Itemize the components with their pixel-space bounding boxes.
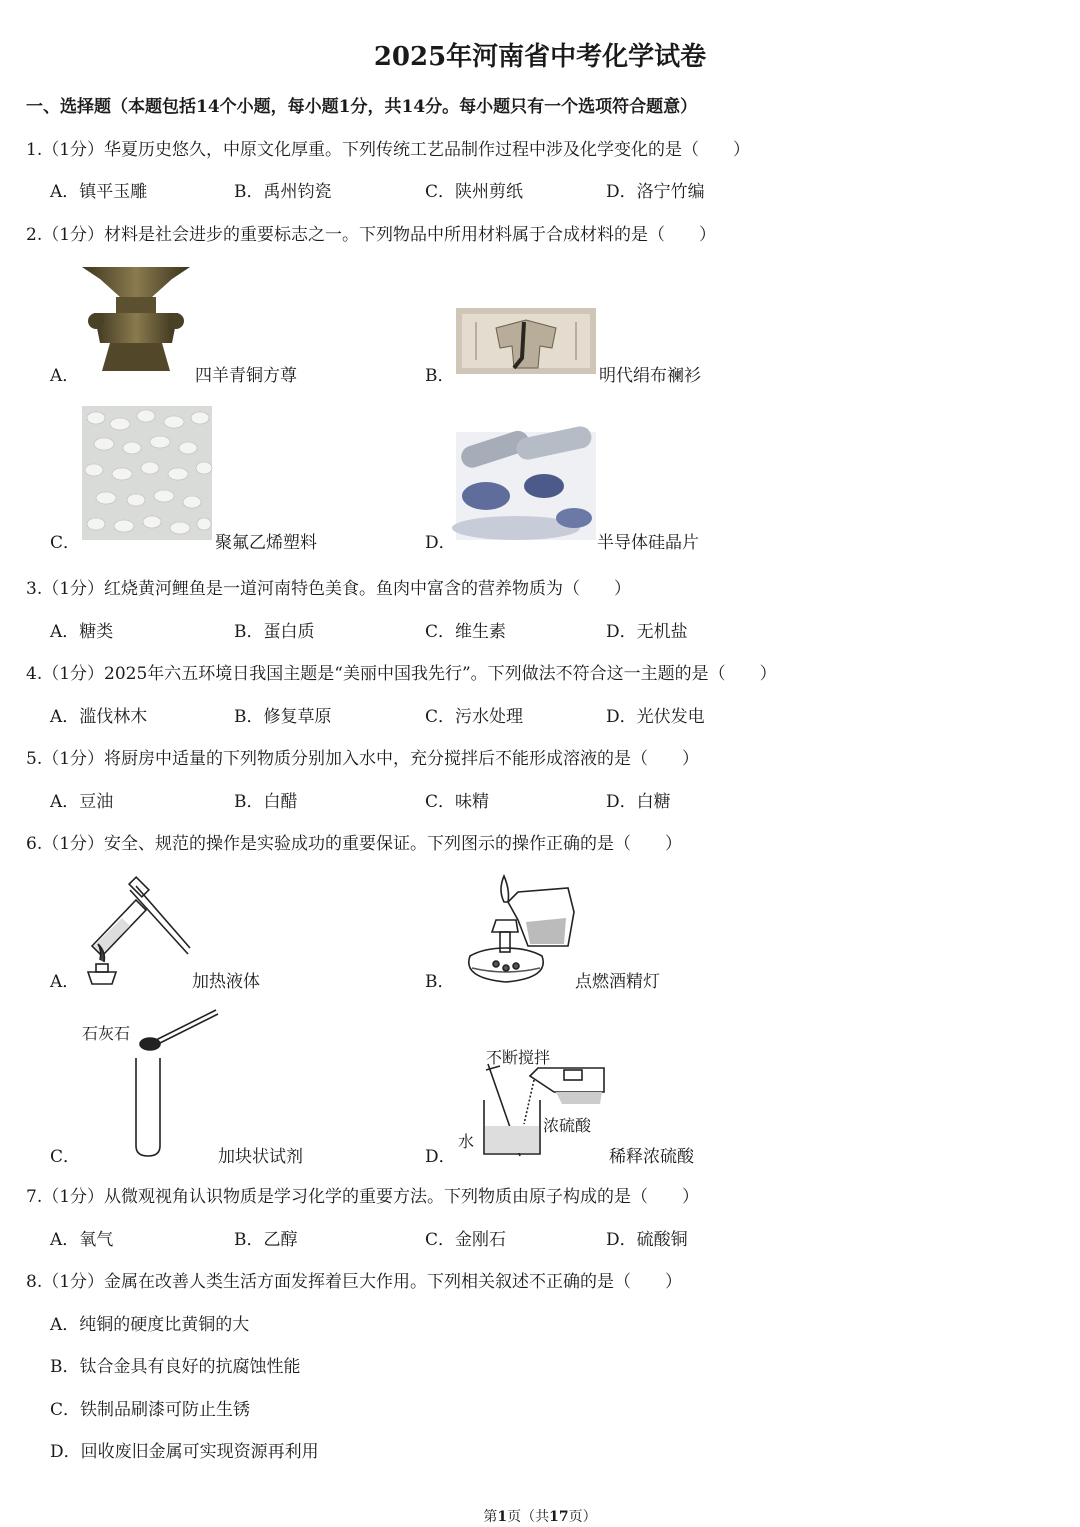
q6-caption-b: 点燃酒精灯 [575, 972, 660, 992]
q5-option-c[interactable]: C．味精 [425, 792, 490, 812]
silicon-wafer-image [456, 432, 596, 540]
q3-option-b[interactable]: B．蛋白质 [234, 622, 315, 642]
q1-option-d[interactable]: D．洛宁竹编 [606, 182, 705, 202]
question-3-stem: 3.（1分）红烧黄河鲤鱼是一道河南特色美食。鱼肉中富含的营养物质为（ ） [26, 579, 632, 599]
q7-option-d[interactable]: D．硫酸铜 [606, 1230, 688, 1250]
q2-caption-a: 四羊青铜方尊 [195, 366, 297, 386]
conc-acid-label: 浓硫酸 [543, 1116, 592, 1135]
q8-option-b[interactable]: B．钛合金具有良好的抗腐蚀性能 [50, 1357, 301, 1377]
q5-option-a[interactable]: A．豆油 [50, 792, 114, 812]
q6-option-c[interactable]: C． [50, 1147, 81, 1167]
q4-option-d[interactable]: D．光伏发电 [606, 707, 705, 727]
q2-option-a[interactable]: A． [50, 366, 80, 386]
question-2-stem: 2.（1分）材料是社会进步的重要标志之一。下列物品中所用材料属于合成材料的是（ ） [26, 225, 717, 245]
ming-robe-image [456, 308, 596, 374]
stir-label: 不断搅拌 [486, 1048, 551, 1067]
q3-option-a[interactable]: A．糖类 [50, 622, 114, 642]
q6-caption-d: 稀释浓硫酸 [609, 1147, 694, 1167]
q2-caption-b: 明代绢布襕衫 [599, 366, 701, 386]
limestone-label: 石灰石 [82, 1024, 131, 1043]
q5-option-d[interactable]: D．白糖 [606, 792, 671, 812]
plastic-pellets-image [82, 406, 212, 540]
footer-suffix: 页） [568, 1509, 597, 1525]
q8-option-c[interactable]: C．铁制品刷漆可防止生锈 [50, 1400, 251, 1420]
question-6-stem: 6.（1分）安全、规范的操作是实验成功的重要保证。下列图示的操作正确的是（ ） [26, 834, 683, 854]
heating-liquid-diagram [82, 880, 192, 986]
question-5-stem: 5.（1分）将厨房中适量的下列物质分别加入水中，充分搅拌后不能形成溶液的是（ ） [26, 749, 700, 769]
q3-option-c[interactable]: C．维生素 [425, 622, 507, 642]
q2-caption-d: 半导体硅晶片 [597, 533, 699, 553]
footer-total-pages: 17 [549, 1509, 569, 1525]
footer-prefix: 第 [483, 1509, 498, 1525]
bronze-zun-image [80, 263, 192, 373]
q6-caption-a: 加热液体 [192, 972, 260, 992]
q8-option-d[interactable]: D．回收废旧金属可实现资源再利用 [50, 1442, 319, 1462]
q6-caption-c: 加块状试剂 [218, 1147, 303, 1167]
q4-option-b[interactable]: B．修复草原 [234, 707, 332, 727]
q7-option-c[interactable]: C．金刚石 [425, 1230, 507, 1250]
section-heading: 一、选择题（本题包括14个小题，每小题1分，共14分。每小题只有一个选项符合题意） [26, 97, 698, 117]
page-footer [0, 1506, 1080, 1526]
q1-option-b[interactable]: B．禹州钧瓷 [234, 182, 332, 202]
adding-solid-reagent-diagram [128, 1006, 220, 1158]
q8-option-a[interactable]: A．纯铜的硬度比黄铜的大 [50, 1315, 250, 1335]
lighting-alcohol-lamp-diagram [456, 872, 578, 986]
question-4-stem: 4.（1分）2025年六五环境日我国主题是“美丽中国我先行”。下列做法不符合这一主题的是（ ） [26, 664, 777, 684]
q1-option-a[interactable]: A．镇平玉雕 [50, 182, 148, 202]
q7-option-a[interactable]: A．氧气 [50, 1230, 114, 1250]
q3-option-d[interactable]: D．无机盐 [606, 622, 688, 642]
water-label: 水 [458, 1132, 475, 1151]
q2-option-b[interactable]: B． [425, 366, 455, 386]
q6-option-b[interactable]: B． [425, 972, 455, 992]
diluting-acid-diagram [478, 1062, 610, 1160]
q2-caption-c: 聚氟乙烯塑料 [215, 533, 317, 553]
footer-page-number: 1 [497, 1509, 508, 1525]
page-title: 2025年河南省中考化学试卷 [373, 42, 707, 72]
question-7-stem: 7.（1分）从微观视角认识物质是学习化学的重要方法。下列物质由原子构成的是（ ） [26, 1187, 700, 1207]
q7-option-b[interactable]: B．乙醇 [234, 1230, 298, 1250]
footer-mid: 页（共 [507, 1509, 550, 1525]
q2-option-c[interactable]: C． [50, 533, 81, 553]
q6-option-a[interactable]: A． [50, 972, 80, 992]
q1-option-c[interactable]: C．陕州剪纸 [425, 182, 524, 202]
q4-option-c[interactable]: C．污水处理 [425, 707, 524, 727]
q4-option-a[interactable]: A．滥伐林木 [50, 707, 148, 727]
question-1-stem: 1.（1分）华夏历史悠久，中原文化厚重。下列传统工艺品制作过程中涉及化学变化的是（ ） [26, 140, 751, 160]
q6-option-d[interactable]: D． [425, 1147, 456, 1167]
question-8-stem: 8.（1分）金属在改善人类生活方面发挥着巨大作用。下列相关叙述不正确的是（ ） [26, 1272, 683, 1292]
q2-option-d[interactable]: D． [425, 533, 456, 553]
q5-option-b[interactable]: B．白醋 [234, 792, 298, 812]
